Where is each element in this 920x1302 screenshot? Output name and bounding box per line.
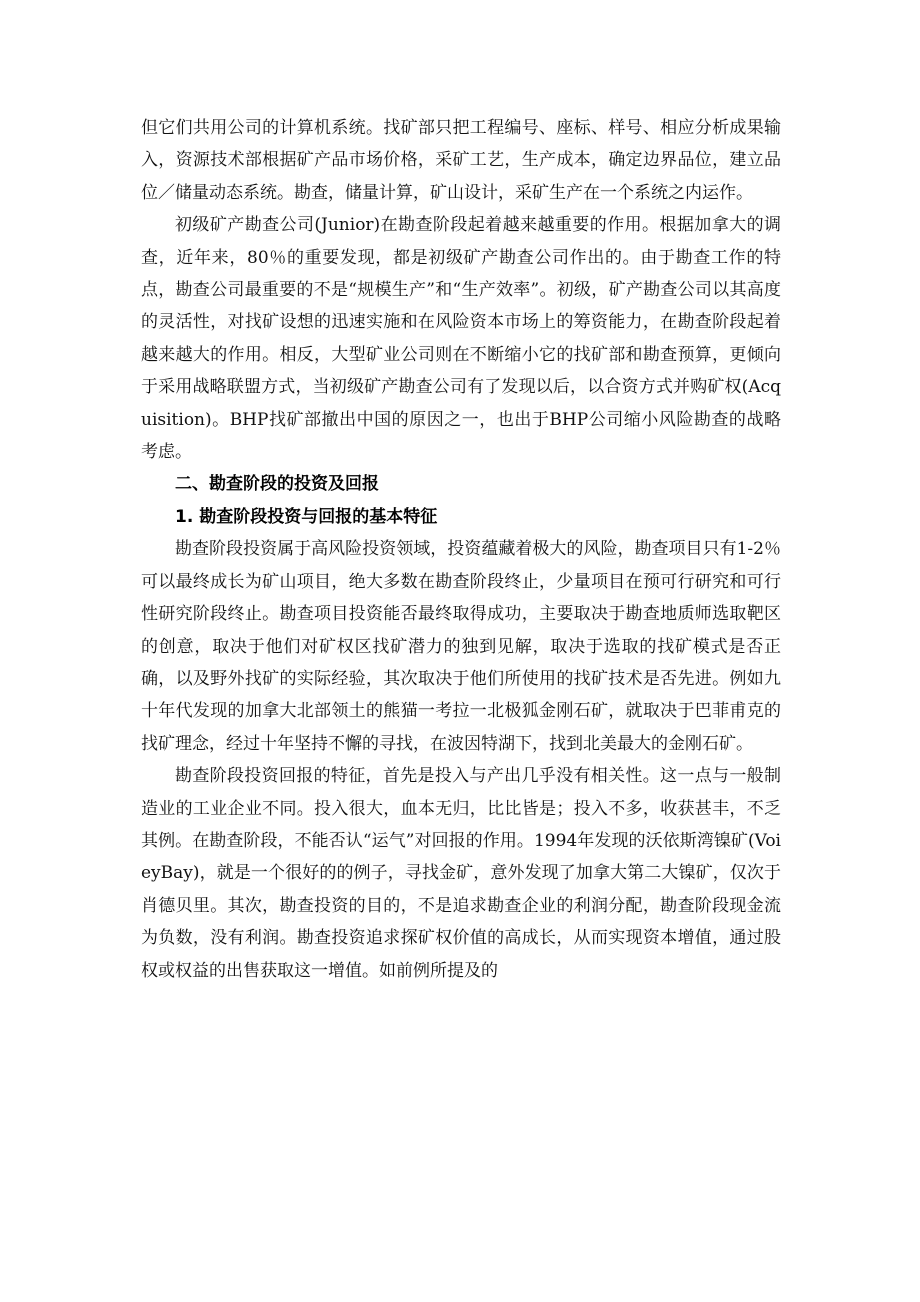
subsection-heading: 1. 勘查阶段投资与回报的基本特征 — [175, 506, 438, 527]
paragraph-investment-return: 勘查阶段投资回报的特征，首先是投入与产出几乎没有相关性。这一点与一般制造业的工业企业不同。投入很大，血本无归，比比皆是；投入不多，收获甚丰，不乏其例。在勘查阶段，不能否认“运气”对回报的作用。1994年发现的沃依斯湾镍矿(VoieyBay)，就是一个很好的的例子，寻找金矿，意外发现了加拿大第二大镍矿，仅次于肖德贝里。其次，勘查投资的目的，不是追求勘查企业的利润分配，勘查阶段现金流为负数，没有利润。勘查投资追求探矿权价值的高成长，从而实现资本增值，通过股权或权益的出售获取这一增值。如前例所提及的 — [141, 766, 781, 981]
paragraph-junior-companies: 初级矿产勘查公司(Junior)在勘查阶段起着越来越重要的作用。根据加拿大的调查，近年来，80％的重要发现，都是初级矿产勘查公司作出的。由于勘查工作的特点，勘查公司最重要的不是“规模生产”和“生产效率”。初级，矿产勘查公司以其高度的灵活性，对找矿设想的迅速实施和在风险资本市场上的筹资能力，在勘查阶段起着越来越大的作用。相反，大型矿业公司则在不断缩小它的找矿部和勘查预算，更倾向于采用战略联盟方式，当初级矿产勘查公司有了发现以后，以合资方式并购矿权(Acquisition)。BHP找矿部撤出中国的原因之一，也出于BHP公司缩小风险勘查的战略考虑。 — [141, 215, 781, 463]
paragraph-continued: 但它们共用公司的计算机系统。找矿部只把工程编号、座标、样号、相应分析成果输入，资源技术部根据矿产品市场价格，采矿工艺，生产成本，确定边界品位，建立品位／储量动态系统。勘查，储量计算，矿山设计，采矿生产在一个系统之内运作。 — [141, 118, 781, 203]
section-heading: 二、勘查阶段的投资及回报 — [175, 474, 379, 495]
body-text — [141, 112, 781, 987]
paragraph-investment-risk: 勘查阶段投资属于高风险投资领域，投资蕴藏着极大的风险，勘查项目只有1-2％可以最终成长为矿山项目，绝大多数在勘查阶段终止，少量项目在预可行研究和可行性研究阶段终止。勘查项目投资能否最终取得成功，主要取决于勘查地质师选取靶区的创意，取决于他们对矿权区找矿潜力的独到见解，取决于选取的找矿模式是否正确，以及野外找矿的实际经验，其次取决于他们所使用的找矿技术是否先进。例如九十年代发现的加拿大北部领土的熊猫一考拉一北极狐金刚石矿，就取决于巴菲甫克的找矿理念，经过十年坚持不懈的寻找，在波因特湖下，找到北美最大的金刚石矿。 — [141, 539, 781, 754]
